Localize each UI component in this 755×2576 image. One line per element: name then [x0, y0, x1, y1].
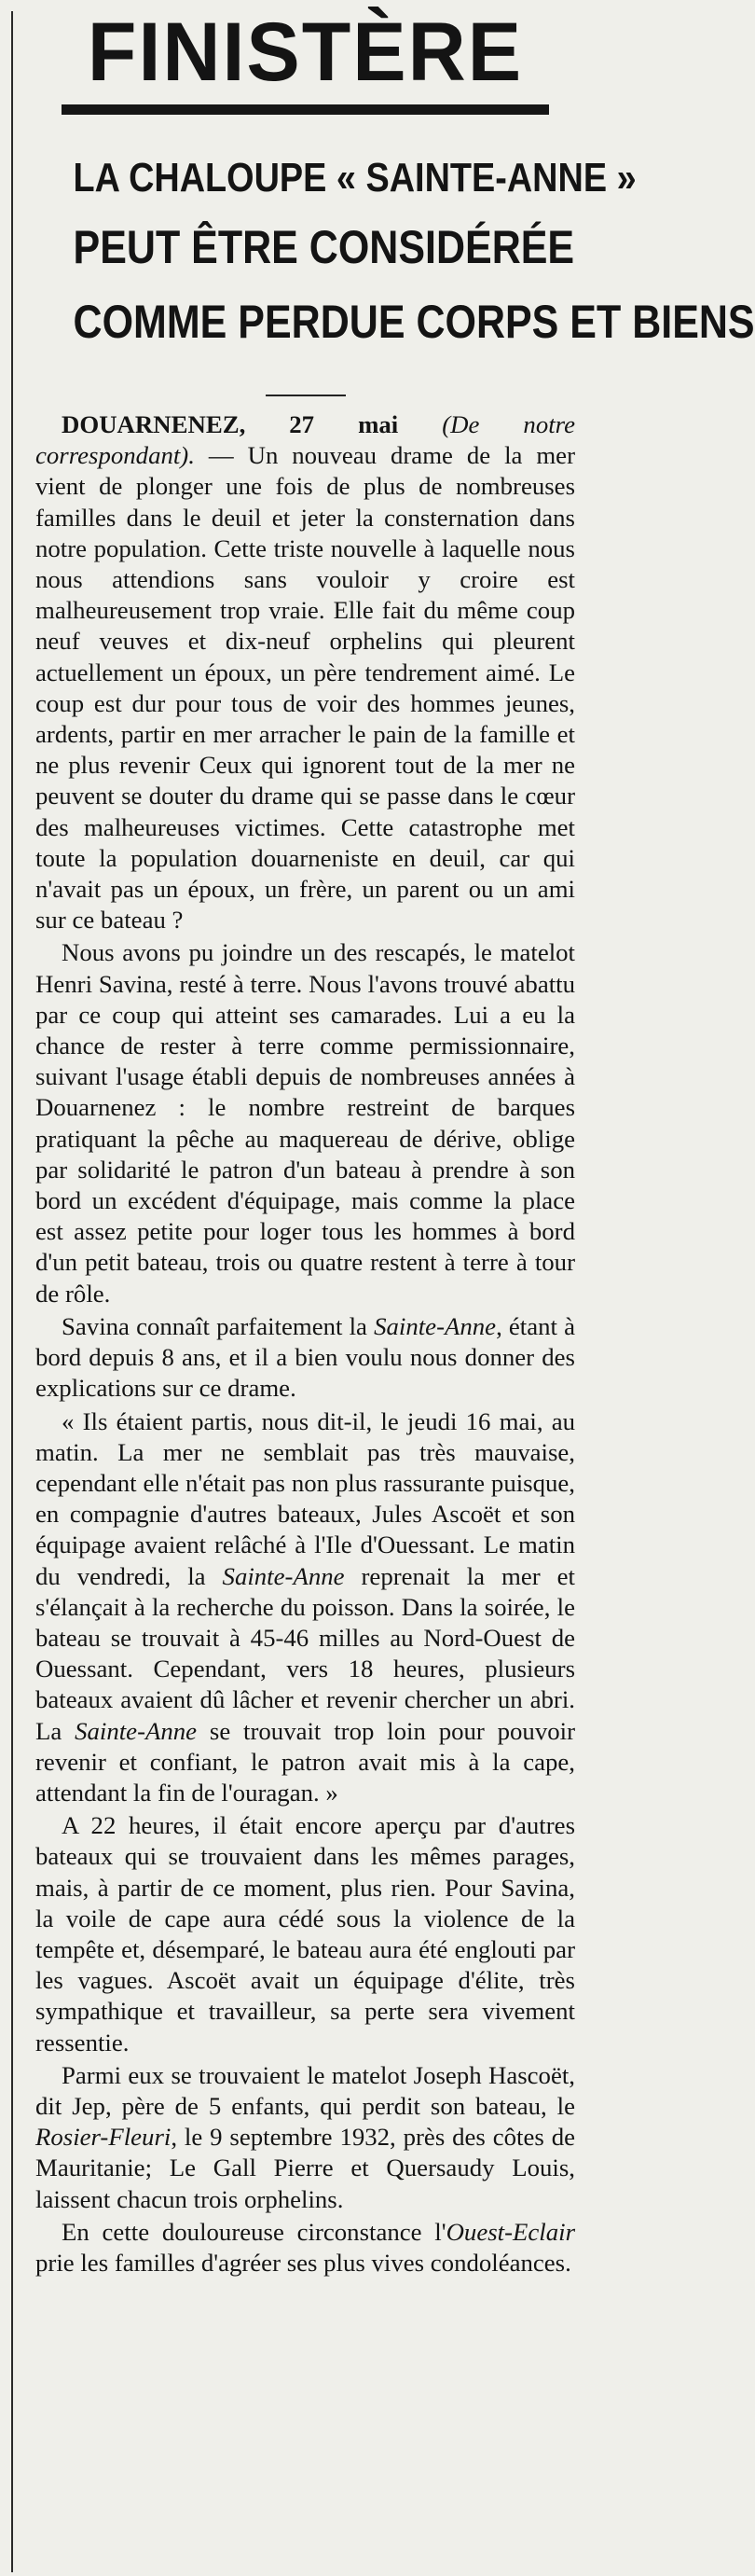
- section-title-rule: [62, 104, 549, 115]
- p7-text-a: En cette douloureuse circonstance l': [62, 2217, 446, 2246]
- ship-name: Sainte-Anne: [222, 1561, 345, 1590]
- article-paragraph-5: A 22 heures, il était encore aperçu par d'autres bateaux qui se trouvaient dans les mêmes parages, mais, à partir de ce moment, plus rien. Pour Savina, la voile de cape aura cédé sous la violence de la tempête et, désemparé, le bateau aura été englouti par les vagues. Ascoët avait un équipage d'élite, très sympathique et travailleur, sa perte sera vivement ressentie.: [35, 1811, 575, 2057]
- headline-line-3: COMME PERDUE CORPS ET BIENS: [73, 296, 755, 348]
- headline-divider: [266, 395, 346, 396]
- ship-name: Sainte-Anne: [374, 1311, 497, 1340]
- article-paragraph-2: Nous avons pu joindre un des rescapés, le matelot Henri Savina, resté à terre. Nous l'avons trouvé abattu par ce coup qui atteint ses camarades. Lui a eu la chance de rester à terre comme permissionnaire, suivant l'usage établi depuis de nombreuses années à Douarnenez : le nombre restreint de barques pratiquant la pêche au maquereau de dérive, oblige par solidarité le patron d'un bateau à prendre à son bord un excédent d'équipage, mais comme la place est assez petite pour loger tous les hommes à bord d'un petit bateau, trois ou quatre restent à terre à tour de rôle.: [35, 938, 575, 1308]
- article-paragraph-1: [35, 409, 575, 935]
- article-body: [35, 409, 575, 2278]
- p7-text-b: prie les familles d'agréer ses plus vives condoléances.: [35, 2248, 571, 2277]
- article-paragraph-3: [35, 1311, 575, 1405]
- article-byline: (De notre correspondant).: [35, 410, 575, 470]
- p6-text-a: Parmi eux se trouvaient le matelot Joseph Hascoët, dit Jep, père de 5 enfants, qui perdit son bateau, le: [35, 2060, 575, 2120]
- article-paragraph-4: [35, 1406, 575, 1809]
- article-dateline: DOUARNENEZ, 27 mai: [62, 410, 399, 438]
- newspaper-page: [0, 6, 755, 2576]
- p4-text-a: « Ils étaient partis, nous dit-il, le jeudi 16 mai, au matin. La mer ne semblait pas très mauvaise, cependant elle n'était pas non plus rassurante puisque, en compagnie d'autres bateaux, Jules Ascoët et son équipage avaient relâché à l'Ile d'Ouessant. Le matin du vendredi, la: [35, 1406, 575, 1590]
- newspaper-name: Ouest-Eclair: [446, 2217, 575, 2246]
- ship-name: Rosier-Fleuri: [35, 2123, 172, 2152]
- column-rule: [11, 11, 13, 2572]
- headline-line-1: LA CHALOUPE « SAINTE-ANNE »: [73, 155, 637, 201]
- ship-name: Sainte-Anne: [75, 1716, 198, 1745]
- p4-text-b: reprenait la mer et s'élançait à la recherche du poisson. Dans la soirée, le bateau se trouvait à 45-46 milles au Nord-Ouest de Ouessant. Cependant, vers 18 heures, plusieurs bateaux avaient dû lâcher et revenir chercher un abri. La: [35, 1561, 576, 1745]
- p4-text-c: se trouvait trop loin pour pouvoir revenir et confiant, le patron avait mis à la cape, attendant la fin de l'ouragan. »: [35, 1716, 575, 1807]
- article-paragraph-1-text: — Un nouveau drame de la mer vient de plonger une fois de plus de nombreuses familles dans le deuil et jeter la consternation dans notre population. Cette triste nouvelle à laquelle nous nous attendions sans vouloir y croire est malheureusement trop vraie. Elle fait du même coup neuf veuves et dix-neuf orphelins qui pleurent actuellement un époux, un père tendrement aimé. Le coup est dur pour tous de voir des hommes jeunes, ardents, partir en mer arracher le pain de la famille et ne plus revenir Ceux qui ignorent tout de la mer ne peuvent se douter du drame qui se passe dans le cœur des malheureuses victimes. Cette catastrophe met toute la population douarneniste en deuil, car qui n'avait pas un époux, un frère, un parent ou un ami sur ce bateau ?: [35, 441, 575, 935]
- headline-line-2: PEUT ÊTRE CONSIDÉRÉE: [73, 221, 575, 273]
- p3-text-b: , étant à bord depuis 8 ans, et il a bien voulu nous donner des explications sur ce drame.: [35, 1311, 575, 1403]
- section-title: FINISTÈRE: [87, 6, 524, 99]
- p6-text-b: , le 9 septembre 1932, près des côtes de Mauritanie; Le Gall Pierre et Quersaudy Louis, laissent chacun trois orphelins.: [35, 2123, 575, 2213]
- p3-text-a: Savina connaît parfaitement la: [62, 1311, 375, 1340]
- article-paragraph-6: [35, 2060, 575, 2215]
- article-paragraph-7: [35, 2217, 575, 2278]
